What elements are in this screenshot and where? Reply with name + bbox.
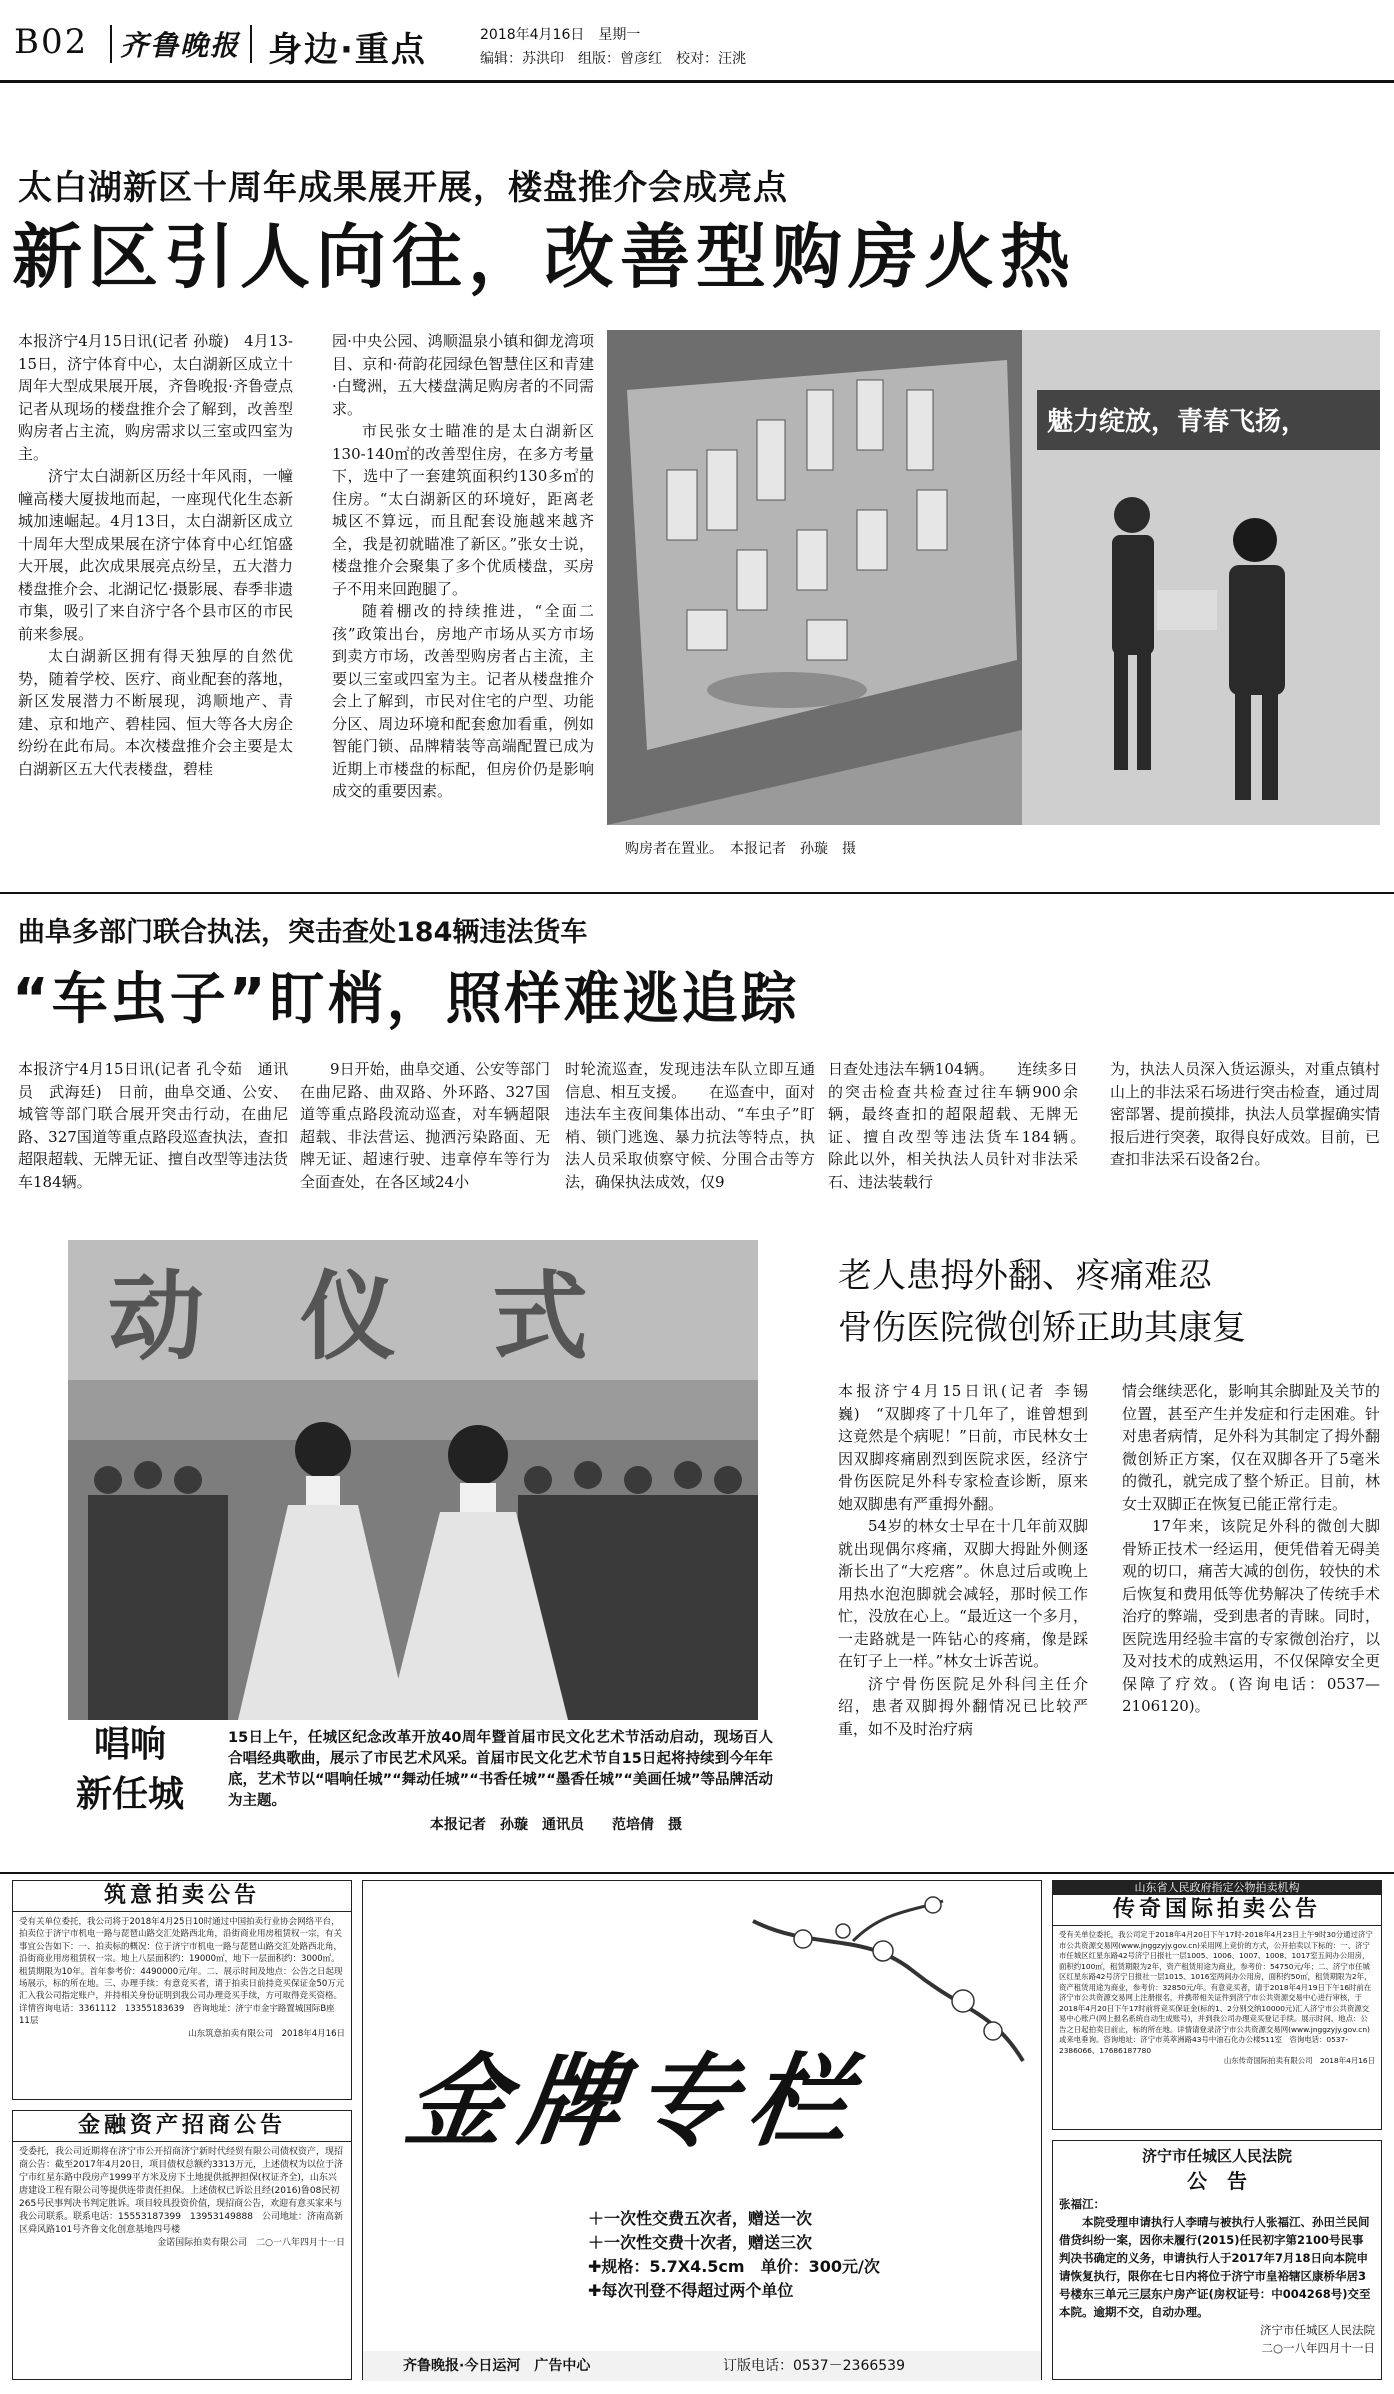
article1-photo-caption: 购房者在置业。 本报记者 孙璇 摄	[625, 841, 856, 857]
court-addressee: 张福江：	[1059, 2197, 1105, 2211]
article1-column-1	[18, 330, 293, 870]
gold-column-item	[588, 2231, 880, 2255]
auction-notice-zhuyi	[12, 1880, 352, 2100]
article1-kicker: 太白湖新区十周年成果展开展，楼盘推介会成亮点	[18, 168, 788, 208]
article1-column-2	[332, 330, 594, 870]
article2-paragraph: 时轮流巡查，发现违法车队立即互通信息、相互支援。 在巡查中，面对违法车主夜间集体出动、“车虫子”盯梢、锁门逃逸、暴力抗法等特点，执法人员采取侦察守候、分围合击等方法，确保执法成效，仅9	[565, 1060, 815, 1191]
article3-paragraph: 本报济宁4月15日讯(记者 李锡巍) “双脚疼了十几年了，谁曾想到这竟然是个病呢！”日前，市民林女士因双脚疼痛剧烈到医院求医，经济宁骨伤医院足外科专家检查诊断，原来她双脚患有严重拇外翻。	[838, 1382, 1088, 1513]
auction2-body: 受有关单位委托，我公司定于2018年4月20日下午17时-2018年4月23日上午9时30分通过济宁市公共资源交易网(www.jnggzyjy.gov.cn)采用网上竞价的方式，公开拍卖以下标的：一、济宁市任城区红星东路42号济宁日报社一层1005、1006、1007、1008、1017室五间办公用房，面积约100㎡，租赁期限为2年，资产租赁用途为商业，参考价：54750元/年；二、济宁市任城区红星东路42号济宁日报社一层1015、1016室两间办公用房，面积约50㎡，租赁期限为2年，资产租赁用途为商业，参考价：32850元/年。有意竞买者，请于2018年4月19日下午16时前在济宁市公共资源交易网上注册报名，并携带相关证件到济宁市公共资源交易中心进行审核，于2018年4月20日下午17时前将竞买保证金(标的1、2分别交纳10000元)汇入济宁市公共资源交易中心账户(网上报名系统自动生成账号)，并到我公司办理竞买登记手续。展示时间、地点：公告之日起拍卖日前止，标的所在地。详情请登录济宁市公共资源交易网(www.jnggzyjy.gov.cn)或来电垂询。咨询地址：济宁市英萃洲路43号中油石化办公楼511室 咨询电话：0537-2386066、17686187780	[1059, 1930, 1373, 2055]
article3-paragraph: 54岁的林女士早在十几年前双脚就出现偶尔疼痛，双脚大拇趾外侧逐渐长出了“大疙瘩”。休息过后或晚上用热水泡泡脚就会减轻，那时候工作忙，没放在心上。“最近这一个多月，一走路就是一阵钻心的疼痛，像是踩在钉子上一样。”林女士诉苦说。	[838, 1517, 1088, 1670]
plus-bullet-icon: ＋	[588, 2233, 605, 2252]
article2-headline: “车虫子”盯梢，照样难逃追踪	[12, 967, 800, 1032]
gold-column-item-text: 一次性交费五次者，赠送一次	[604, 2209, 813, 2228]
article3-column-2	[1122, 1380, 1380, 1860]
article3-paragraph: 济宁骨伤医院足外科闫主任介绍，患者双脚拇外翻情况已比较严重，如不及时治疗病	[838, 1674, 1088, 1738]
article2-kicker: 曲阜多部门联合执法，突击查处184辆违法货车	[18, 917, 588, 948]
exhibition-banner-text: 魅力绽放，青春飞扬，	[1047, 407, 1308, 437]
backdrop-text: 动 仪 式	[108, 1260, 588, 1373]
masthead	[0, 0, 1394, 80]
gold-column-footer	[363, 2351, 1041, 2381]
cross-bullet-icon: ✚	[588, 2257, 602, 2276]
gold-column-list	[588, 2207, 880, 2303]
gold-column-item-text: 规格：5.7X4.5cm 单价：300元/次	[601, 2257, 880, 2276]
gold-column-calligraphy: 金牌专栏	[398, 2042, 872, 2160]
article2-column-3	[565, 1058, 815, 1218]
court-title: 公 告	[1187, 2169, 1247, 2193]
article2-paragraph: 本报济宁4月15日讯(记者 孔令茹 通讯员 武海廷) 日前，曲阜交通、公安、城管等部门联合展开突击行动，在曲尼路、327国道等重点路段巡查执法，查扣超限超载、无牌无证、擅自改型等违法货车184辆。	[18, 1060, 289, 1191]
article2-column-5	[1110, 1058, 1380, 1218]
ads-rule	[0, 1872, 1394, 1874]
auction-notice-body: 受有关单位委托，我公司将于2018年4月25日10时通过中国拍卖行业协会网络平台，拍卖位于济宁市机电一路与琵琶山路交汇处路西北角，沿街商业用房租赁权一宗，有关事宜公告如下：一、拍卖标的概况：位于济宁市机电一路与琵琶山路交汇处路西北角，沿街商业用房租赁权一宗。地上八层面积约：19000㎡，地下一层面积约：3000㎡。租赁期限为10年。首年参考价：4490000元/年。二、展示时间及地点：公告之日起现场展示，标的所在地。三、办理手续：有意竞买者，请于拍卖日前持竞买保证金50万元汇入我公司指定账户，并持相关身份证明到我公司办理竞买手续，方可取得竞买资格。详情咨询电话：3361112 13355183639 咨询地址：济宁市金宇路置城国际B座11层	[19, 1917, 345, 2027]
court-date: 二○一八年四月十一日	[1261, 2341, 1375, 2355]
finance-notice-title: 金融资产招商公告	[13, 2111, 351, 2142]
choir-title-line-2: 新任城	[75, 1774, 184, 1815]
plus-bullet-icon: ＋	[588, 2209, 605, 2228]
gold-column-ad	[362, 1880, 1042, 2380]
editors-line: 编辑：苏洪印 组版：曾彦红 校对：汪洮	[480, 51, 746, 67]
auction2-header: 山东省人民政府指定公物拍卖机构	[1053, 1881, 1381, 1895]
gold-column-item-text: 一次性交费十次者，赠送三次	[604, 2233, 813, 2252]
choir-credit: 本报记者 孙璇 通讯员 范培倩 摄	[430, 1817, 682, 1833]
article2-column-2	[300, 1058, 550, 1218]
choir-caption-text: 15日上午，任城区纪念改革开放40周年暨首届市民文化艺术节活动启动，现场百人合唱经典歌曲，展示了市民艺术风采。首届市民文化艺术节自15日起将持续到今年年底，艺术节以“唱响任城”“舞动任城”“书香任城”“墨香任城”“美画任城”等品牌活动为主题。	[228, 1730, 773, 1809]
ad-center-name: 齐鲁晚报·今日运河 广告中心	[403, 2358, 591, 2374]
masthead-rule	[0, 80, 1394, 83]
section-rule	[0, 892, 1394, 894]
date-line: 2018年4月16日 星期一	[480, 27, 641, 43]
masthead-divider	[110, 25, 112, 63]
auction-notice-chuanqi	[1052, 1880, 1382, 2130]
article1-paragraph: 园·中央公园、鸿顺温泉小镇和御龙湾项目、京和·荷韵花园绿色智慧住区和青建·白鹭洲，五大楼盘满足购房者的不同需求。	[332, 332, 594, 418]
article2-paragraph: 为，执法人员深入货运源头，对重点镇村山上的非法采石场进行突击检查，通过周密部署、提前摸排，执法人员掌握确实情报后进行突袭，取得良好成效。目前，已查扣非法采石设备2台。	[1110, 1060, 1381, 1168]
article3-kicker	[838, 1250, 1246, 1354]
article2-column-1	[18, 1058, 288, 1218]
court-notice	[1052, 2140, 1382, 2380]
choir-title	[60, 1720, 200, 1820]
court-body: 本院受理申请执行人李晴与被执行人张福江、孙田兰民间借贷纠纷一案，因你未履行(2015)任民初字第2100号民事判决书确定的义务，申请执行人于2017年7月18日向本院申请恢复执行，限你在七日内将位于济宁市皇裕辖区康桥华居3号楼东三单元三层东户房产证(房权证号：中004268号)交至本院。逾期不交，自动办理。	[1059, 2215, 1371, 2319]
gold-column-item	[588, 2255, 880, 2279]
article3-kicker-line-1: 老人患拇外翻、疼痛难忍	[838, 1256, 1212, 1296]
gold-column-item	[588, 2207, 880, 2231]
auction-notice-sign: 山东筑意拍卖有限公司 2018年4月16日	[188, 2028, 345, 2039]
auction2-sign: 山东传奇国际拍卖有限公司 2018年4月16日	[1223, 2056, 1375, 2065]
court-header: 济宁市任城区人民法院	[1141, 2147, 1292, 2165]
article1-paragraph: 济宁太白湖新区历经十年风雨，一幢幢高楼大厦拔地而起，一座现代化生态新城加速崛起。4月13日，太白湖新区成立十周年大型成果展在济宁体育中心红馆盛大开展，此次成果展亮点纷呈，五大潜力楼盘推介会、北湖记忆·摄影展、春季非遗市集，吸引了来自济宁各个县市区的市民前来参展。	[18, 467, 293, 643]
masthead-divider-2	[250, 25, 252, 63]
gold-column-item	[588, 2279, 880, 2303]
cross-bullet-icon: ✚	[588, 2281, 602, 2300]
article1-photo	[607, 330, 1380, 825]
article2-paragraph: 9日开始，曲阜交通、公安等部门在曲尼路、曲双路、外环路、327国道等重点路段流动巡查，对车辆超限超载、非法营运、抛洒污染路面、无牌无证、超速行驶、违章停车等行为全面查处，在各区域24小	[300, 1060, 550, 1191]
article3-paragraph: 17年来，该院足外科的微创大脚骨矫正技术一经运用，便凭借着无碍美观的切口，痛苦大减的创伤，较快的术后恢复和费用低等优势解决了传统手术治疗的弊端，受到患者的青睐。同时，医院选用经验丰富的专家微创治疗，以及对技术的成熟运用，不仅保障安全更保障了疗效。(咨询电话：0537—2106120)。	[1122, 1517, 1380, 1715]
gold-column-item-text: 每次刊登不得超过两个单位	[601, 2281, 794, 2300]
article3-column-1	[838, 1380, 1088, 1860]
article3-kicker-line-2: 骨伤医院微创矫正助其康复	[838, 1308, 1246, 1348]
choir-photo	[68, 1240, 758, 1720]
article3-paragraph: 情会继续恶化，影响其余脚趾及关节的位置，甚至产生并发症和行走困难。针对患者病情，足外科为其制定了拇外翻微创矫正方案，仅在双脚各开了5毫米的微孔，就完成了整个矫正。目前，林女士双脚正在恢复已能正常行走。	[1122, 1382, 1380, 1513]
finance-notice-sign: 金诺国际拍卖有限公司 二○一八年四月十一日	[157, 2238, 345, 2248]
court-sign: 济宁市任城区人民法院	[1260, 2323, 1375, 2337]
page-number: B02	[14, 22, 89, 62]
sales-office-scene	[607, 330, 1380, 825]
article2-column-4	[828, 1058, 1109, 1218]
article1-paragraph: 随着棚改的持续推进，“全面二孩”政策出台，房地产市场从买方市场到卖方市场，改善型购房者占主流，主要以三室或四室为主。记者从楼盘推介会上了解到，市民对住宅的户型、功能分区、周边环境和配套愈加看重，例如智能门锁、品牌精装等高端配置已成为近期上市楼盘的标配，但房价仍是影响成交的重要因素。	[332, 602, 594, 800]
choir-title-line-1: 唱响	[93, 1724, 166, 1765]
article1-paragraph: 本报济宁4月15日讯(记者 孙璇) 4月13-15日，济宁体育中心，太白湖新区成立十周年大型成果展开展，齐鲁晚报·齐鲁壹点记者从现场的楼盘推介会了解到，改善型购房者占主流，购房需求以三室或四室为主。	[18, 332, 293, 463]
finance-notice	[12, 2110, 352, 2380]
article2-paragraph: 日查处违法车辆104辆。 连续多日的突击检查共检查过往车辆900余辆，最终查扣的超限超载、无牌无证、擅自改型等违法货车184辆。 除此以外，相关执法人员针对非法采石、违法装载行	[828, 1060, 1109, 1191]
auction2-title: 传奇国际拍卖公告	[1053, 1895, 1381, 1926]
auction-notice-title: 筑意拍卖公告	[13, 1881, 351, 1912]
section-title: 身边·重点	[268, 30, 427, 70]
choir-caption	[228, 1728, 773, 1812]
finance-notice-body: 受委托，我公司近期将在济宁市公开招商济宁新时代经贸有限公司债权资产，现招商公告：截至2017年4月20日，项目债权总额约3313万元，上述债权为以位于济宁市红星东路中段房产1999平方米及房下土地提供抵押担保(权证齐全)，山东兴唐建设工程有限公司等提供连带责任担保。上述债权已诉讼且经(2016)鲁08民初265号民事判决书判定胜诉。项目较具投资价值，现招商公告，欢迎有意买家来与我公司联系。联系电话：15553187399 13953149888 公司地址：济南高新区舜风路101号齐鲁文化创意基地四号楼	[19, 2147, 344, 2235]
article1-paragraph: 太白湖新区拥有得天独厚的自然优势，随着学校、医疗、商业配套的落地，新区发展潜力不断展现，鸿顺地产、青建、京和地产、碧桂园、恒大等各大房企纷纷在此布局。本次楼盘推介会主要是太白湖新区五大代表楼盘，碧桂	[18, 647, 293, 778]
choir-scene	[68, 1240, 758, 1720]
ad-center-phone: 订版电话：0537－2366539	[723, 2358, 905, 2374]
article1-headline: 新区引人向往，改善型购房火热	[12, 216, 1076, 298]
paper-logo: 齐鲁晚报	[120, 29, 241, 62]
article1-paragraph: 市民张女士瞄准的是太白湖新区130-140㎡的改善型住房，在多方考量下，选中了一套建筑面积约130多㎡的住房。“太白湖新区的环境好，距离老城区不算远，而且配套设施越来越齐全，我是初就瞄准了新区。”张女士说，楼盘推介会聚集了多个优质楼盘，买房子不用来回跑腿了。	[332, 422, 594, 598]
